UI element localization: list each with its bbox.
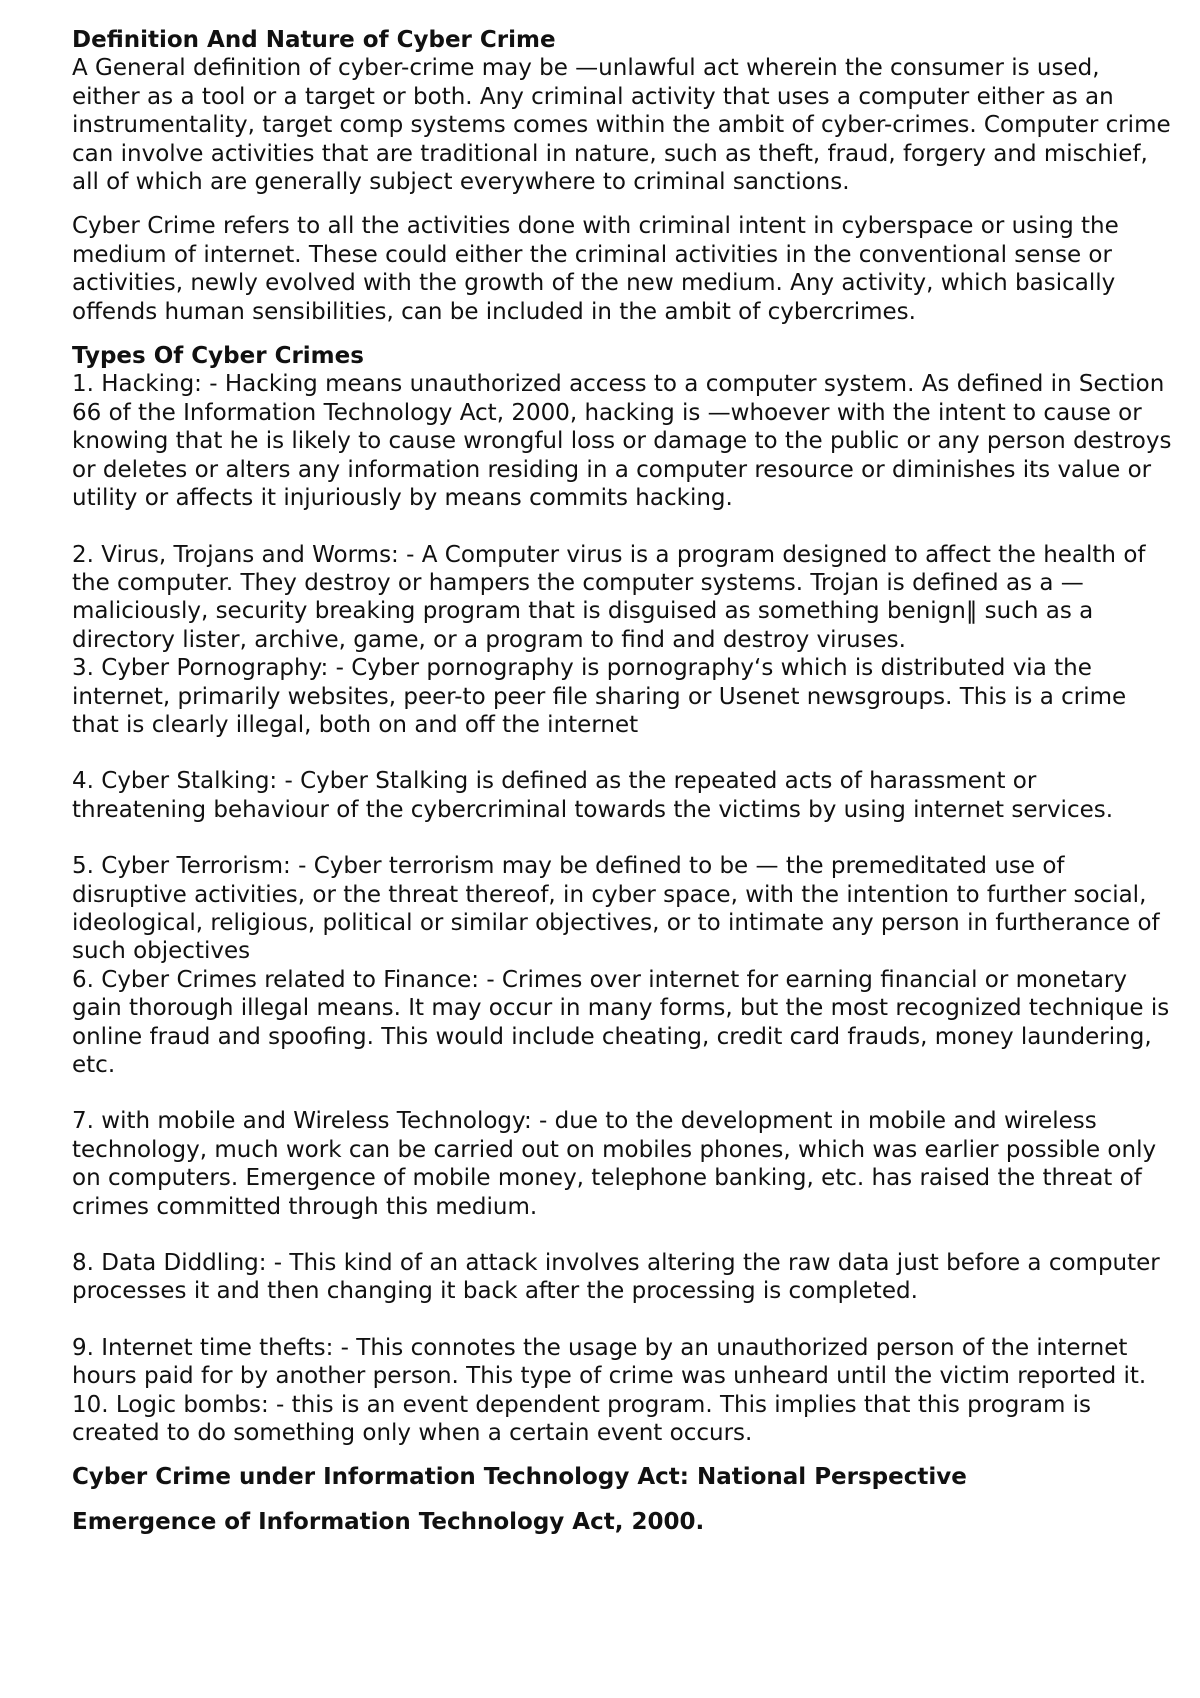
list-item-finance: 6. Cyber Crimes related to Finance: - Crimes over internet for earning financial or monetary gain thorough illegal means. It may occur in many forms, but the most recognized technique is online fraud and spoofing. This would include cheating, credit card frauds, money laundering, etc.: [72, 966, 1170, 1078]
list-item-terrorism: 5. Cyber Terrorism: - Cyber terrorism may be defined to be — the premeditated use of disruptive activities, or the threat thereof, in cyber space, with the intention to further social, ideological, religious, political or similar objectives, or to intimate any person in furtherance of such objectives: [72, 853, 1160, 965]
paragraph-definition: A General definition of cyber-crime may be —unlawful act wherein the consumer is used, either as a tool or a target or both. Any criminal activity that uses a computer either as an instrumentality, target comp systems comes within the ambit of cyber-crimes. Computer crime can involve activities that are traditional in nature, such as theft, fraud, forgery and mischief, all of which are generally subject everywhere to criminal sanctions.: [72, 55, 1171, 196]
document-page: [72, 26, 1172, 1536]
list-item-logic-bombs: 10. Logic bombs: - this is an event dependent program. This implies that this program is created to do something only when a certain event occurs.: [72, 1391, 1092, 1447]
list-item-hacking: 1. Hacking: - Hacking means unauthorized access to a computer system. As defined in Section 66 of the Information Technology Act, 2000, hacking is —whoever with the intent to cause or knowing that he is likely to cause wrongful loss or damage to the public or any person destroys or deletes or alters any information residing in a computer resource or diminishes its value or utility or affects it injuriously by means commits hacking.: [72, 371, 1172, 512]
list-item-data-diddling: 8. Data Diddling: - This kind of an attack involves altering the raw data just before a computer processes it and then changing it back after the processing is completed.: [72, 1250, 1160, 1305]
section-heading-types: Types Of Cyber Crimes: [72, 343, 364, 370]
list-item-virus: 2. Virus, Trojans and Worms: - A Computer virus is a program designed to affect the health of the computer. They destroy or hampers the computer systems. Trojan is defined as a —maliciously, security breaking program that is disguised as something benign‖ such as a directory lister, archive, game, or a program to find and destroy viruses.: [72, 541, 1146, 653]
list-item-pornography: 3. Cyber Pornography: - Cyber pornography is pornography‘s which is distributed via the internet, primarily websites, peer-to peer file sharing or Usenet newsgroups. This is a crime that is clearly illegal, both on and off the internet: [72, 655, 1127, 738]
section-heading-definition: Definition And Nature of Cyber Crime: [72, 27, 556, 53]
list-item-stalking: 4. Cyber Stalking: - Cyber Stalking is defined as the repeated acts of harassment or threatening behaviour of the cybercriminal towards the victims by using internet services.: [72, 768, 1114, 823]
paragraph-cyber-crime-refers: Cyber Crime refers to all the activities done with criminal intent in cyberspace or using the medium of internet. These could either the criminal activities in the conventional sense or activities, newly evolved with the growth of the new medium. Any activity, which basically offends human sensibilities, can be included in the ambit of cybercrimes.: [72, 213, 1119, 325]
section-heading-it-act: Emergence of Information Technology Act, 2000.: [72, 1508, 705, 1535]
list-item-time-thefts: 9. Internet time thefts: - This connotes the usage by an unauthorized person of the internet hours paid for by another person. This type of crime was unheard until the victim reported it.: [72, 1334, 1147, 1390]
section-heading-national-perspective: Cyber Crime under Information Technology Act: National Perspective: [72, 1464, 967, 1491]
list-item-mobile-wireless: 7. with mobile and Wireless Technology: - due to the development in mobile and wireless technology, much work can be carried out on mobiles phones, which was earlier possible only on computers. Emergence of mobile money, telephone banking, etc. has raised the threat of crimes committed through this medium.: [72, 1108, 1157, 1220]
